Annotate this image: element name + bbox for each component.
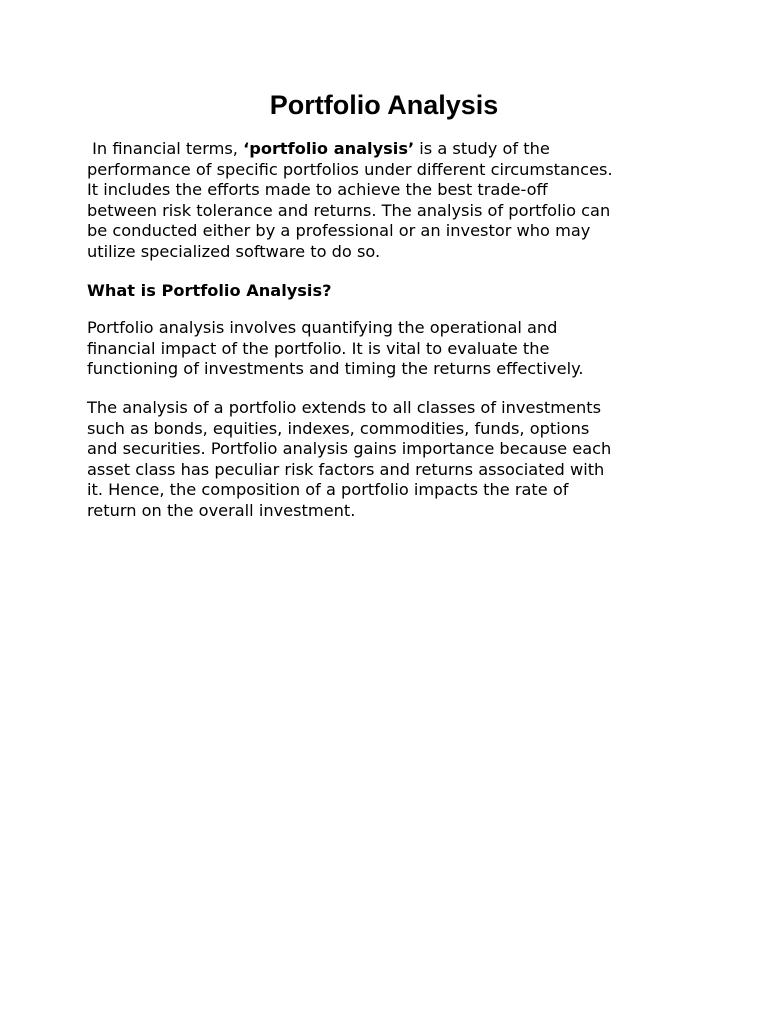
page-title: Portfolio Analysis xyxy=(269,90,499,120)
paragraph-2 xyxy=(87,318,687,380)
paragraph-2-line: financial impact of the portfolio. It is vital to evaluate the xyxy=(87,338,550,358)
intro-prefix: In financial terms, xyxy=(87,139,244,158)
paragraph-3-line: it. Hence, the composition of a portfolio impacts the rate of xyxy=(87,480,569,499)
intro-line: between risk tolerance and returns. The analysis of portfolio can xyxy=(87,200,611,220)
paragraph-3-line: The analysis of a portfolio extends to all classes of investments xyxy=(87,398,602,417)
intro-line: utilize specialized software to do so. xyxy=(87,241,381,261)
intro-term: ‘portfolio analysis’ xyxy=(243,139,415,158)
paragraph-3-line: asset class has peculiar risk factors and returns associated with xyxy=(87,459,605,479)
paragraph-3-line: such as bonds, equities, indexes, commodities, funds, options xyxy=(87,418,590,438)
intro-line: be conducted either by a professional or an investor who may xyxy=(87,221,591,240)
paragraph-3-line: and securities. Portfolio analysis gains importance because each xyxy=(87,439,612,458)
paragraph-3 xyxy=(87,398,687,521)
intro-paragraph xyxy=(87,139,687,262)
paragraph-2-line: Portfolio analysis involves quantifying the operational and xyxy=(87,318,558,337)
section-heading: What is Portfolio Analysis? xyxy=(87,281,332,300)
intro-line: performance of specific portfolios under different circumstances. xyxy=(87,159,613,179)
intro-line-1-suffix: is a study of the xyxy=(414,139,550,158)
intro-line: It includes the efforts made to achieve the best trade-off xyxy=(87,180,548,199)
paragraph-3-line: return on the overall investment. xyxy=(87,500,356,520)
paragraph-2-line: functioning of investments and timing the returns effectively. xyxy=(87,359,584,378)
intro-line-1 xyxy=(87,139,687,160)
